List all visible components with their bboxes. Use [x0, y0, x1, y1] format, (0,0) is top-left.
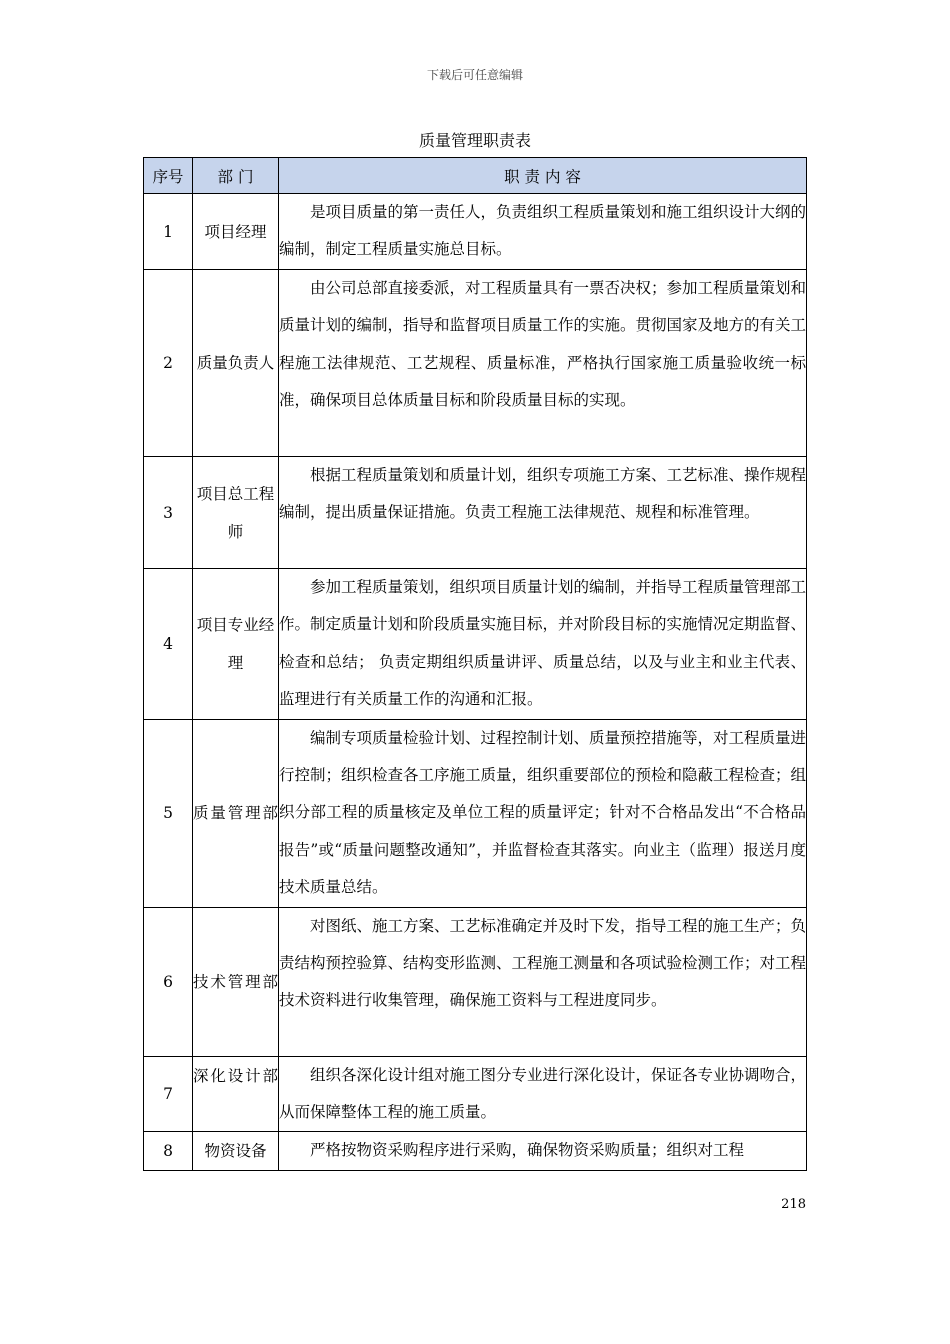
- row-duty: 根据工程质量策划和质量计划，组织专项施工方案、工艺标准、操作规程编制，提出质量保证措施。负责工程施工法律规范、规程和标准管理。: [279, 457, 807, 569]
- row-number: 5: [144, 719, 193, 907]
- row-department: 项目专业经理: [193, 569, 279, 720]
- table-row: [144, 1056, 807, 1132]
- row-number: 3: [144, 457, 193, 569]
- row-duty: 严格按物资采购程序进行采购，确保物资采购质量；组织对工程: [279, 1132, 807, 1171]
- row-duty: 由公司总部直接委派，对工程质量具有一票否决权；参加工程质量策划和质量计划的编制，指导和监督项目质量工作的实施。贯彻国家及地方的有关工程施工法律规范、工艺规程、质量标准，严格执行国家施工质量验收统一标准，确保项目总体质量目标和阶段质量目标的实现。: [279, 270, 807, 457]
- row-duty: 是项目质量的第一责任人，负责组织工程质量策划和施工组织设计大纲的编制，制定工程质量实施总目标。: [279, 194, 807, 270]
- header-no: 序号: [144, 158, 193, 194]
- row-number: 1: [144, 194, 193, 270]
- table-row: [144, 569, 807, 720]
- row-duty: 参加工程质量策划，组织项目质量计划的编制，并指导工程质量管理部工作。制定质量计划和阶段质量实施目标，并对阶段目标的实施情况定期监督、检查和总结； 负责定期组织质量讲评、质量总结，以及与业主和业主代表、监理进行有关质量工作的沟通和汇报。: [279, 569, 807, 720]
- table-row: [144, 1132, 807, 1171]
- row-number: 7: [144, 1056, 193, 1132]
- row-number: 4: [144, 569, 193, 720]
- header-dept: 部 门: [193, 158, 279, 194]
- header-note: 下载后可任意编辑: [426, 68, 523, 82]
- row-department: 项目经理: [193, 194, 279, 270]
- row-number: 8: [144, 1132, 193, 1171]
- row-duty: 对图纸、施工方案、工艺标准确定并及时下发，指导工程的施工生产；负责结构预控验算、结构变形监测、工程施工测量和各项试验检测工作；对工程技术资料进行收集管理，确保施工资料与工程进度同步。: [279, 907, 807, 1056]
- row-department: 物资设备: [193, 1132, 279, 1171]
- row-department: 质量管理部: [193, 719, 279, 907]
- row-department: 深化设计部: [193, 1056, 279, 1132]
- document-title: 质量管理职责表: [418, 131, 531, 150]
- table-header-row: [144, 158, 807, 194]
- table-row: [144, 907, 807, 1056]
- row-department: 质量负责人: [193, 270, 279, 457]
- row-department: 技术管理部: [193, 907, 279, 1056]
- table-row: [144, 270, 807, 457]
- row-number: 6: [144, 907, 193, 1056]
- header-duty: 职 责 内 容: [279, 158, 807, 194]
- row-department: 项目总工程师: [193, 457, 279, 569]
- row-number: 2: [144, 270, 193, 457]
- table-row: [144, 194, 807, 270]
- duty-table: [143, 157, 807, 1171]
- page-number: 218: [781, 1197, 806, 1212]
- table-row: [144, 457, 807, 569]
- row-duty: 组织各深化设计组对施工图分专业进行深化设计，保证各专业协调吻合，从而保障整体工程的施工质量。: [279, 1056, 807, 1132]
- row-duty: 编制专项质量检验计划、过程控制计划、质量预控措施等，对工程质量进行控制；组织检查各工序施工质量，组织重要部位的预检和隐蔽工程检查；组织分部工程的质量核定及单位工程的质量评定；针对不合格品发出“不合格品报告”或“质量问题整改通知”，并监督检查其落实。向业主（监理）报送月度技术质量总结。: [279, 719, 807, 907]
- table-row: [144, 719, 807, 907]
